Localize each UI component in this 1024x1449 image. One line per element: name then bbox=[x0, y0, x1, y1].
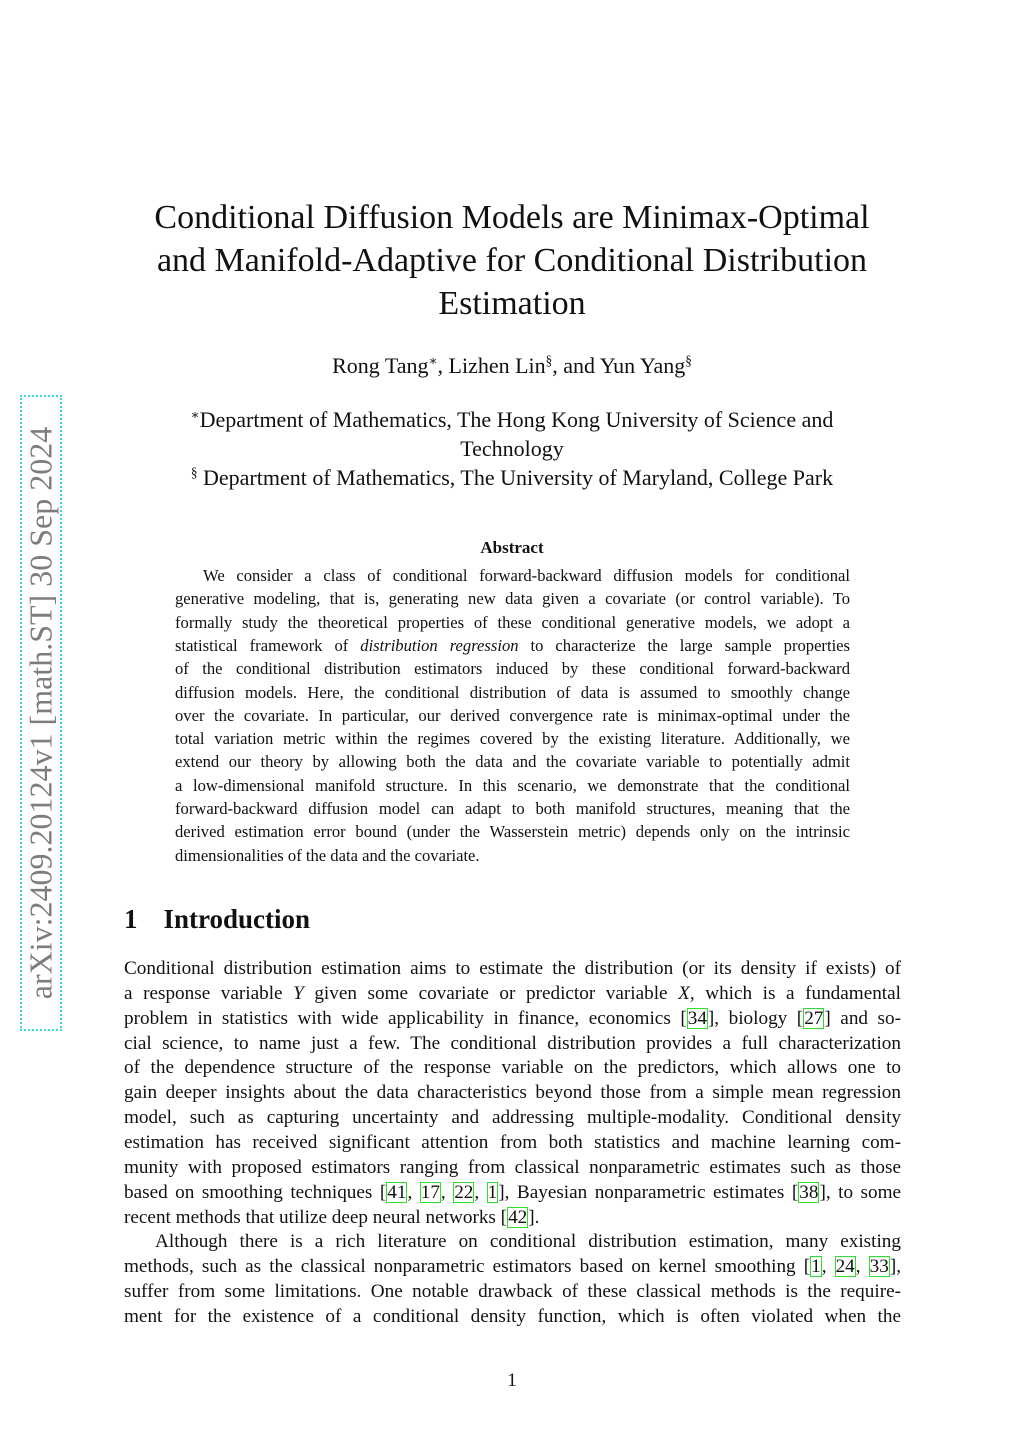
text-line bbox=[124, 1182, 901, 1204]
text-run: We consider a class of conditional forward-backward diffusion models for conditional bbox=[203, 566, 850, 585]
author-name: , and Yun Yang bbox=[552, 353, 686, 378]
text-run: model, such as capturing uncertainty and addressing multiple-modality. Conditional density bbox=[124, 1107, 901, 1129]
text-run: diffusion models. Here, the conditional distribution of data is assumed to smoothly change bbox=[175, 682, 850, 702]
arxiv-id-text: arXiv:2409.20124v1 [math.ST] 30 Sep 2024 bbox=[22, 426, 59, 1000]
text-line bbox=[124, 1281, 901, 1303]
section-title: Introduction bbox=[163, 904, 311, 934]
citation-link[interactable]: 17 bbox=[420, 1181, 440, 1203]
text-run: ] and so- bbox=[824, 1007, 901, 1029]
text-run: ]. bbox=[528, 1206, 540, 1228]
text-run: cial science, to name just a few. The conditional distribution provides a full characterization bbox=[124, 1032, 901, 1054]
text-run: munity with proposed estimators ranging from classical nonparametric estimates such as those bbox=[124, 1156, 901, 1178]
text-run: ], bbox=[889, 1256, 902, 1278]
citation-link[interactable]: 1 bbox=[487, 1181, 498, 1203]
text-run: Conditional distribution estimation aims to estimate the distribution (or its density if exists) of bbox=[124, 958, 901, 979]
text-run: problem in statistics with wide applicability in finance, economics [ bbox=[124, 1007, 687, 1029]
text-run: ], biology [ bbox=[707, 1007, 804, 1029]
text-run: ment for the existence of a conditional density function, which is often violated when the bbox=[124, 1305, 901, 1327]
affiliation-text: Department of Mathematics, The University of Maryland, College Park bbox=[197, 465, 834, 490]
text-line bbox=[175, 659, 850, 679]
text-line bbox=[203, 566, 850, 586]
text-line bbox=[175, 822, 850, 842]
text-run: a low-dimensional manifold structure. In this scenario, we demonstrate that the conditional bbox=[175, 775, 850, 795]
text-line bbox=[175, 636, 850, 656]
citation-link[interactable]: 38 bbox=[799, 1181, 819, 1203]
text-run: estimation has received significant attention from both statistics and machine learning com- bbox=[124, 1131, 901, 1153]
text-run: methods, such as the classical nonparametric estimators based on kernel smoothing [ bbox=[124, 1256, 811, 1278]
affiliation-mark: ∗ bbox=[428, 353, 438, 369]
affiliation-mark: § bbox=[190, 465, 198, 481]
affiliation-mark: ∗ bbox=[190, 407, 200, 423]
text-run: of the dependence structure of the response variable on the predictors, which allows one to bbox=[124, 1057, 901, 1079]
text-run: based on smoothing techniques [ bbox=[124, 1181, 387, 1203]
text-line bbox=[124, 1207, 901, 1229]
text-line bbox=[175, 706, 850, 726]
citation-link[interactable]: 22 bbox=[454, 1181, 474, 1203]
page-number: 1 bbox=[507, 1370, 517, 1391]
text-line bbox=[124, 1057, 901, 1079]
authors bbox=[0, 353, 1024, 379]
text-line bbox=[124, 1306, 901, 1328]
section-heading bbox=[124, 904, 310, 935]
text-line bbox=[175, 589, 850, 609]
text-run: , bbox=[821, 1256, 835, 1278]
citation-link[interactable]: 24 bbox=[835, 1256, 855, 1278]
citation-link[interactable]: 33 bbox=[869, 1256, 889, 1278]
affiliation-mark: § bbox=[685, 353, 692, 369]
citation-link[interactable]: 34 bbox=[687, 1007, 707, 1029]
affiliation-line bbox=[0, 463, 1024, 492]
paper-title bbox=[0, 196, 1024, 325]
citation-link[interactable]: 1 bbox=[811, 1256, 821, 1278]
text-run: generative modeling, that is, generating new data given a covariate (or control variable). To bbox=[175, 589, 850, 609]
italic-text: X bbox=[678, 982, 690, 1004]
italic-text: distribution regression bbox=[360, 635, 519, 655]
text-run: , bbox=[440, 1181, 454, 1203]
text-line bbox=[175, 729, 850, 749]
author-name: Rong Tang bbox=[332, 353, 429, 378]
text-line bbox=[175, 776, 850, 796]
text-line bbox=[175, 752, 850, 772]
affiliation-line: Technology bbox=[460, 436, 564, 461]
text-run: suffer from some limitations. One notable drawback of these classical methods is the require- bbox=[124, 1281, 901, 1303]
abstract-heading: Abstract bbox=[480, 538, 544, 557]
text-run: , bbox=[407, 1181, 420, 1203]
text-run: gain deeper insights about the data characteristics beyond those from a simple mean regression bbox=[124, 1082, 901, 1104]
text-run: over the covariate. In particular, our derived convergence rate is minimax-optimal under the bbox=[175, 705, 850, 725]
section-number: 1 bbox=[124, 904, 138, 934]
text-line bbox=[124, 1033, 901, 1055]
text-run: extend our theory by allowing both the data and the covariate variable to potentially admit bbox=[175, 752, 850, 772]
text-run: ], to some bbox=[819, 1181, 902, 1203]
affiliations bbox=[0, 405, 1024, 492]
text-run: Although there is a rich literature on conditional distribution estimation, many existing bbox=[155, 1231, 901, 1253]
text-run: given some covariate or predictor variable bbox=[303, 982, 679, 1004]
text-line bbox=[175, 799, 850, 819]
text-run: , bbox=[855, 1256, 869, 1278]
text-line bbox=[175, 846, 850, 866]
title-line: Conditional Diffusion Models are Minimax-Optimal bbox=[154, 199, 870, 236]
text-run: of the conditional distribution estimators induced by these conditional forward-backward bbox=[175, 659, 850, 679]
text-line bbox=[124, 1008, 901, 1030]
text-run: ], Bayesian nonparametric estimates [ bbox=[498, 1181, 799, 1203]
text-line bbox=[124, 983, 901, 1005]
italic-text: Y bbox=[293, 982, 304, 1004]
text-run: , bbox=[474, 1181, 487, 1203]
text-line bbox=[155, 1231, 901, 1253]
text-line bbox=[124, 958, 901, 980]
text-line bbox=[124, 1157, 901, 1179]
text-run: statistical framework of bbox=[175, 635, 361, 655]
text-run: recent methods that utilize deep neural networks [ bbox=[124, 1206, 508, 1228]
text-line bbox=[124, 1107, 901, 1129]
text-line bbox=[124, 1132, 901, 1154]
text-line bbox=[124, 1256, 901, 1278]
citation-link[interactable]: 42 bbox=[508, 1206, 528, 1228]
author-name: , Lizhen Lin bbox=[437, 353, 546, 378]
text-run: , which is a fundamental bbox=[689, 982, 901, 1004]
citation-link[interactable]: 27 bbox=[804, 1007, 824, 1029]
text-run: dimensionalities of the data and the covariate. bbox=[175, 845, 480, 865]
text-line bbox=[124, 1082, 901, 1104]
affiliation-text: Department of Mathematics, The Hong Kong University of Science and bbox=[199, 407, 834, 432]
citation-link[interactable]: 41 bbox=[387, 1181, 407, 1203]
text-run: a response variable bbox=[124, 982, 294, 1004]
text-run: forward-backward diffusion model can adapt to both manifold structures, meaning that the bbox=[175, 799, 850, 818]
title-line: Estimation bbox=[438, 285, 586, 322]
text-run: derived estimation error bound (under the Wasserstein metric) depends only on the intrinsic bbox=[175, 822, 850, 842]
text-run: to characterize the large sample properties bbox=[518, 635, 851, 655]
text-line bbox=[175, 683, 850, 703]
affiliation-line bbox=[0, 405, 1024, 434]
text-line bbox=[175, 613, 850, 633]
text-run: total variation metric within the regimes covered by the existing literature. Additionally, we bbox=[175, 729, 850, 749]
affiliation-mark: § bbox=[545, 353, 553, 369]
text-run: formally study the theoretical properties of these conditional generative models, we adopt a bbox=[175, 612, 850, 632]
title-line: and Manifold-Adaptive for Conditional Distribution bbox=[156, 242, 868, 279]
